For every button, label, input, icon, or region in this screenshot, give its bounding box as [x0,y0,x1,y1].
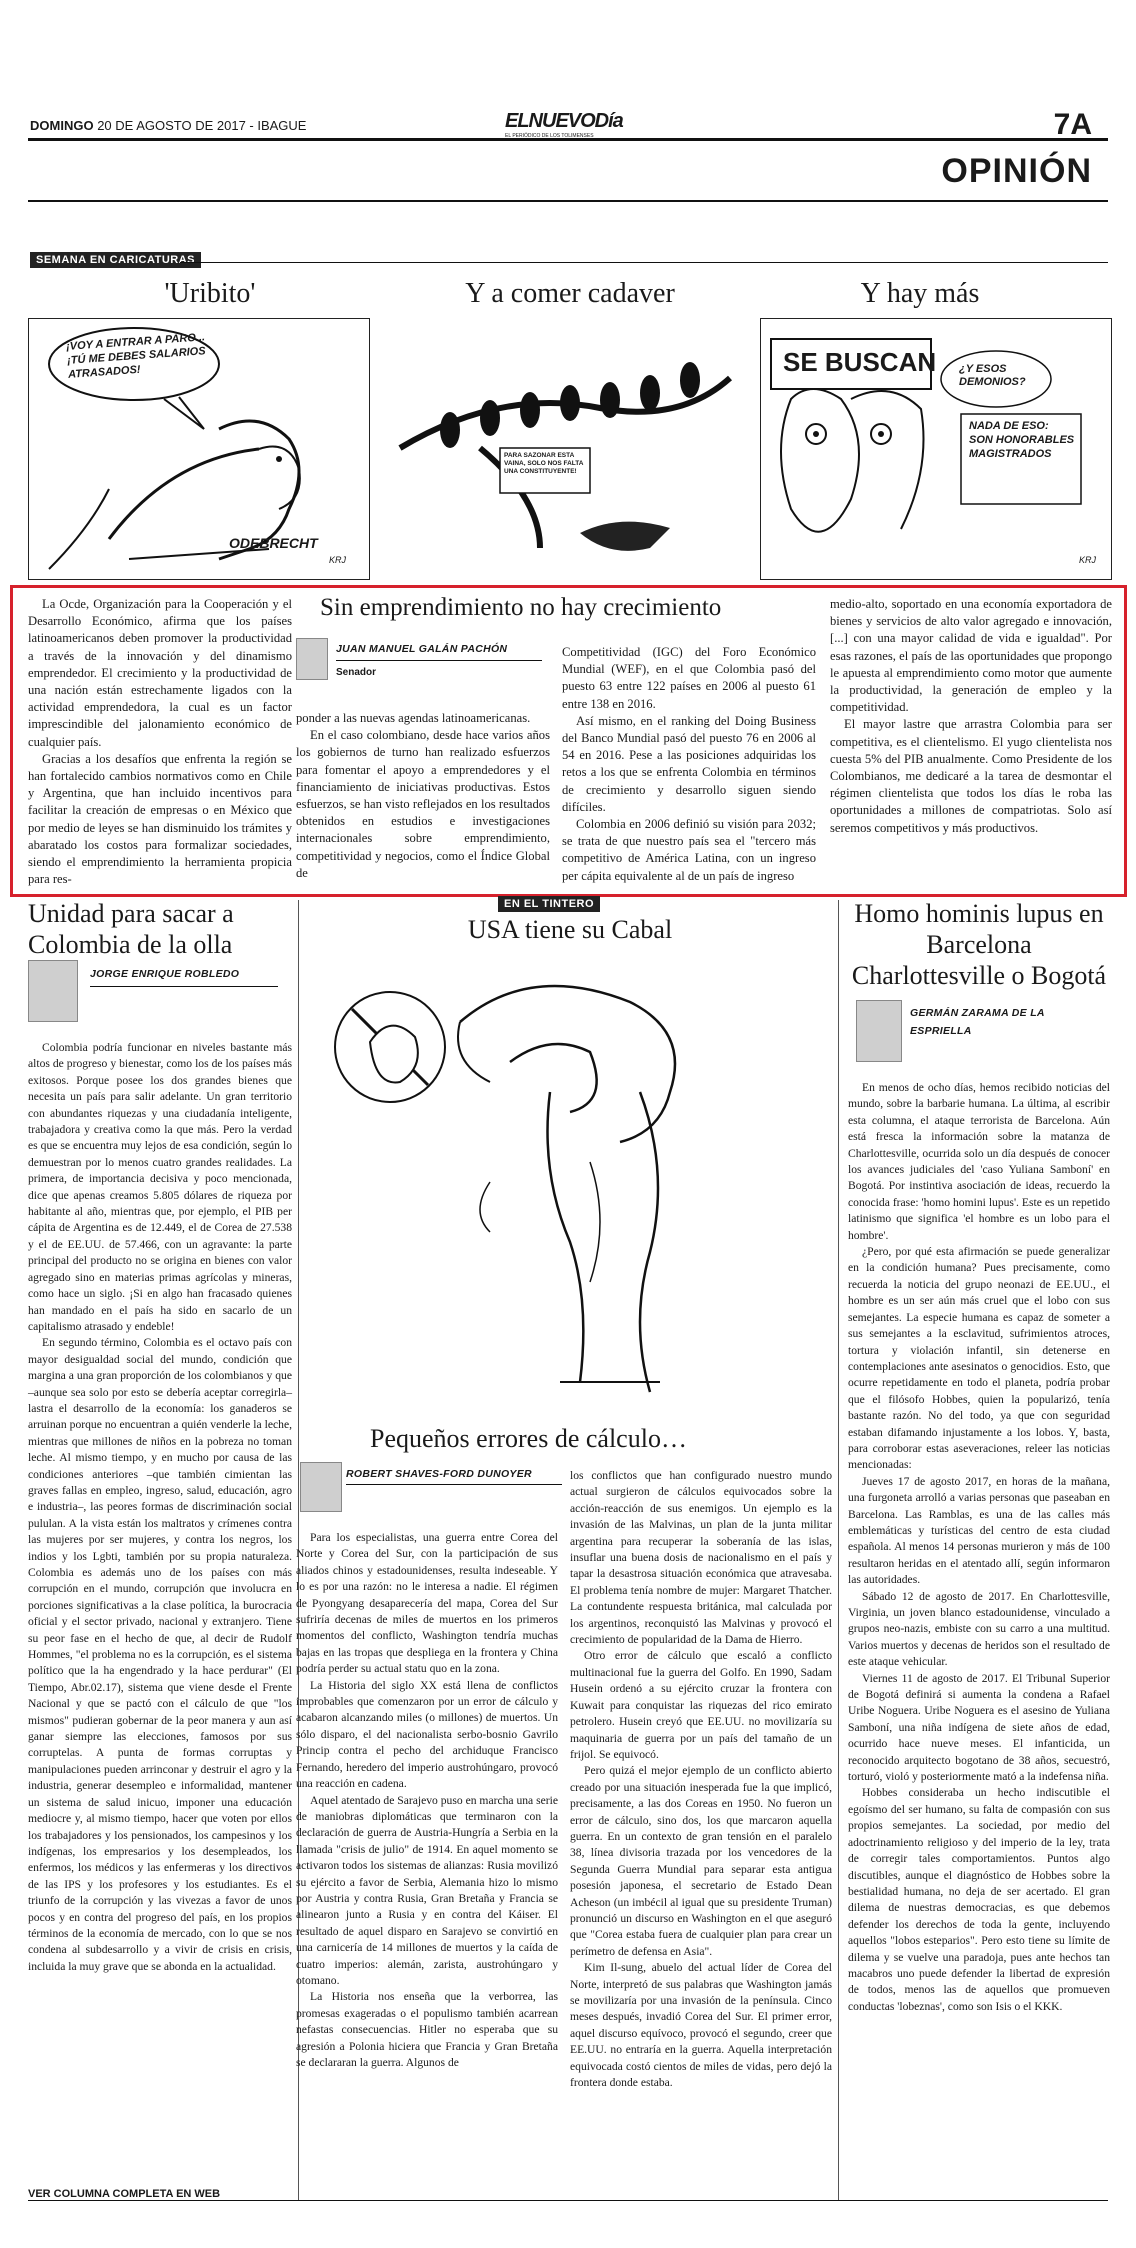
featured-author: JUAN MANUEL GALÁN PACHÓN [336,643,508,655]
center-byline-rule [346,1484,562,1485]
featured-author-photo [296,638,328,680]
right-author: GERMÁN ZARAMA DE LA ESPRIELLA [910,1007,1045,1037]
center-cartoon [310,952,830,1412]
newspaper-logo: ELNUEVODía EL PERIÓDICO DE LOS TOLIMENSES [505,110,623,139]
featured-byline-rule [336,660,542,661]
cartoon-uribito [28,318,370,580]
left-author: JORGE ENRIQUE ROBLEDO [90,968,240,980]
center-cartoon-title: USA tiene su Cabal [467,915,673,944]
cartoon-uribito-label: ODEBRECHT [229,535,318,551]
left-article-title: Unidad para sacar a Colombia de la olla [28,899,234,959]
cartoons-kicker: SEMANA EN CARICATURAS [30,252,201,268]
cartoon-title-2: Y a comer cadaver [465,278,675,309]
center-cartoon-kicker: EN EL TINTERO [498,896,600,912]
cartoon-cadaver-drawing [390,318,750,578]
cartoon-hay-mas [760,318,1112,580]
section-title: OPINIÓN [941,152,1092,190]
center-author-photo [300,1462,342,1512]
cartoon-cadaver [390,318,750,578]
cartoon-uribito-signature: KRJ [329,555,347,565]
cartoon-hay-mas-balloon2: NADA DE ESO: SON HONORABLES MAGISTRADOS [969,420,1075,460]
left-author-photo [28,960,78,1022]
center-article-title: Pequeños errores de cálculo… [370,1424,687,1453]
footer-rule [28,2200,1108,2201]
featured-col3: Competitividad (IGC) del Foro Económico Mundial (WEF), en el que Colombia pasó del puesto 63 entre 122 países en 2006 al puesto 61 entre 138 en 2016. Así mismo, en el ranking del Doing Business del Banco Mundial pasó del puesto 76 en 2006 al 54 en 2016. Pese a las posiciones adquiridas los retos a los que se enfrenta Colombia en términos de crecimiento y desarrollo siguen siendo difíciles. Colombia en 2006 definió su visión para 2032; se trata de que nuestro país sea el "tercero más competitivo de América Latina, con un ingreso per cápita equivalente al de un país de ingreso [562,645,816,883]
featured-col4: medio-alto, soportado en una economía exportadora de bienes y servicios de alto valor agregado e innovación, [...] con una mayor calidad de vida e igualdad". Por esas razones, el país de las oportunidades que propongo le apuesta al emprendimiento como motor que aumente la productividad, la generación de empleo y la competitividad. El mayor lastre que arrastra Colombia para ser competitiva, es el clientelismo. El yugo clientelista nos cuesta 5% del PIB anualmente. Como Presidente de los Colombianos, me dedicaré a la tarea de desmontar el régimen clientelista que todos los días le roba las oportunidades a millones de compatriotas. Solo así seremos competitivos y más productivos. [830,597,1112,835]
page-number: 7A [1053,108,1092,141]
left-article-body: Colombia podría funcionar en niveles bastante más altos de progreso y bienestar, como los de los países más exitosos. Porque posee los dos grandes bienes que necesita un país para salir adelante. Un gran territorio con abundantes riquezas y una ciudadanía inteligente, trabajadora y creativa como la que más. Pero la verdad es que se encuentra muy lejos de esa condición, según lo demuestran por lo menos cuatro grandes realidades. La primera, de importancia decisiva y poco mencionada, dice que apenas creamos 5.805 dólares de riqueza por habitante al año, mientras que, por ejemplo, el PIB per cápita de Argentina es de 12.449, el de Corea de 27.538 y el de EE.UU. de 57.466, con un agravante: la parte principal del producto no se origina en bienes con valor agregado sino en materias primas agrícolas y mineras, como hace un siglo. ¡Si en algo han fracasado quienes han mandado en el país ha sido en sacarlo de un capitalismo atrasado y endeble! En segundo término, Colombia es el octavo país con mayor desigualdad social del mundo, condición que margina a una gran proporción de los colombianos y que –aunque sea solo por esto se debería aceptar corregirla– lastra el desarrollo de la economía: los ganaderos se arruinan porque no encuentran a quién venderle la leche, mientras que millones de niños en la pobreza no toman leche. Al mismo tiempo, y en mucho por causa de las condiciones anteriores –que también cimientan las graves fallas en empleo, ingreso, salud, educación, agro e industria–, las peores formas de discriminación social pululan. A la vista están los maltratos y crímenes contra las mujeres por ser mujeres, y contra los negros, los indios y los Lgbti, también por su propia naturaleza. Colombia es además uno de los países con más corrupción en el mundo, corrupción que involucra en porciones significativas a la clase política, la burocracia oficial y el sector privado, nacional y extranjero. Tiene su peor fase en el hecho de que, al decir de Rudolf Hommes, "el problema no es la corrupción, es el sistema político que la ha engendrado y la hace perdurar" (El Tiempo, Abr.02.17), sistema que viene desde el Frente Nacional y que se pactó con el cálculo de que "los mismos" pudieran gobernar de la peor manera y aun así ganar siempre las elecciones, famosos por sus corruptelas. A punta de formas corruptas y manipulaciones pueden arrinconar y destruir el agro y la industria, generar desempleo e informalidad, mantener un sistema de salud inicuo, imponer una educación mediocre y, al mismo tiempo, hacer que voten por ellos los trabajadores y los pensionados, los campesinos y los indígenas, los empresarios y los desempleados, los enfermos, los médicos y las enfermeras y los directivos de las IPS y los profesores y los estudiantes. Es el triunfo de la corrupción y las vivezas a favor de unos pocos y en contra del progreso del país, en los propios términos de la economía de mercado, con lo que se nos condena al subdesarrollo y a vivir de crisis en crisis, incluida la muy grave que se abonda en la actualidad. [28,1041,292,1973]
cartoon-title-1: 'Uribito' [164,278,256,309]
center-cartoon-drawing [310,952,830,1412]
header-rule [28,138,1108,141]
cartoon-hay-mas-sign: SE BUSCAN [783,347,937,377]
section-rule [28,200,1108,202]
featured-title: Sin emprendimiento no hay crecimiento [320,594,722,621]
right-author-photo [856,1000,902,1062]
center-article-col1: Para los especialistas, una guerra entre Corea del Norte y Corea del Sur, con la participación de sus aliados chinos y estadounidenses, resulta indeseable. Y lo es por una razón: no le interesa a nadie. El régimen de Pyongyang desaparecería del mapa, Corea del Sur sufriría decenas de miles de muertos en los primeros momentos del conflicto, Washington tendría muchas bajas en las tropas que despliega en la frontera y China podría perder su actual statu quo en la zona. La Historia del siglo XX está llena de conflictos improbables que comenzaron por un error de cálculo y acabaron alcanzando miles (o millones) de muertos. Un sólo disparo, el del nacionalista serbo-bosnio Gavrilo Princip contra el pecho del archiduque Francisco Fernando, heredero del imperio austrohúngaro, provocó una reacción en cadena. Aquel atentado de Sarajevo puso en marcha una serie de maniobras diplomáticas que terminaron con la declaración de guerra de Austria-Hungría a Serbia en la llamada "crisis de julio" de 1914. En aquel momento se activaron todos los sistemas de alianzas: Rusia movilizó su ejército a favor de Serbia, Alemania hizo lo mismo por Austria y contra Rusia, Gran Bretaña y Francia se alinearon junto a Rusia y en contra del Káiser. El resultado de aquel disparo en Sarajevo se convirtió en una carnicería de 14 millones de muertos y la caída de cuatro imperios: alemán, zarista, austrohúngaro y otomano. La Historia nos enseña que la verborrea, las promesas exageradas o el populismo también acarrean nefastas consecuencias. Hitler no esperaba que su agresión a Polonia hiciera que Francia y Gran Bretaña se declararan la guerra. Algunos de [296,1531,558,2069]
featured-col2: ponder a las nuevas agendas latinoamericanas. En el caso colombiano, desde hace varios años los gobiernos de turno han realizado esfuerzos para fomentar el apoyo a emprendedores y el financiamiento de iniciativas productivas. Estos esfuerzos, se han visto reflejados en los resultados obtenidos en estudios e investigaciones internacionales sobre emprendimiento, competitividad y negocios, como el Índice Global de [296,711,550,880]
right-article-title: Homo hominis lupus en Barcelona Charlottesville o Bogotá [851,899,1107,990]
cartoon-cadaver-sign: PARA SAZONAR ESTA VAINA, SOLO NOS FALTA UNA CONSTITUYENTE! [504,452,584,475]
kicker-rule [180,262,1108,263]
cartoon-hay-mas-signature: KRJ [1079,555,1097,565]
cartoon-title-3: Y hay más [860,278,980,309]
right-article-body: En menos de ocho días, hemos recibido noticias del mundo, sobre la barbarie humana. La última, al escribir esta columna, el ataque terrorista de Barcelona. Aún está fresca la información sobre la matanza de Charlottesville, ocurrida solo un día después de conocer los avances judiciales del 'caso Yuliana Samboní' en Bogotá. Por instintiva asociación de ideas, recuerdo la conocida frase: 'homo homini lupus'. Este es un repetido latinismo que significa 'el hombre es un lobo para el hombre'. ¿Pero, por qué esta afirmación se puede generalizar en la condición humana? Pues precisamente, como recuerda la noticia del grupo neonazi de EE.UU., el hombre es un ser aún más cruel que el lobo con sus semejantes. La especie humana es capaz de someter a sus semejantes a la esclavitud, sufrimientos atroces, tortura y violación infantil, sin detenerse en contemplaciones ante asesinatos o genocidios. Esto, que ocurre repetidamente en todo el planeta, podría probar que el filósofo Hobbes, quien la popularizó, tenía bastante razón. No del todo, ya que con seguridad estaban difamando injustamente a los lobos. Y, basta, para corroborar estas aseveraciones, releer las noticias mencionadas: Jueves 17 de agosto 2017, en horas de la mañana, una furgoneta arrolló a varias personas que paseaban en Barcelona. Las Ramblas, es una de las calles más emblemáticas y turísticas del centro de esta ciudad española. Al menos 14 personas murieron y más de 100 resultaron heridas en el atentado allí, según informaron las autoridades. Sábado 12 de agosto de 2017. En Charlottesville, Virginia, un joven blanco estadounidense, vinculado a grupos neo-nazis, embiste con su carro a una multitud. Varios muertos y decenas de heridos son el resultado de este ataque vehicular. Viernes 11 de agosto de 2017. El Tribunal Superior de Bogotá definirá si aumenta la condena a Rafael Uribe Noguera. Uribe Noguera es el asesino de Yuliana Samboní, una niña indígena de siete años de edad, ocurrido hace nueve meses. El infanticida, un reconocido arquitecto bogotano de 38 años, secuestró, torturó, violó y posteriormente mató a la indefensa niña. Hobbes consideraba un hecho indiscutible el egoísmo del ser humano, su falta de compasión con sus propios semejantes. La sociedad, por medio del adoctrinamiento religioso y del imperio de la ley, trata de corregir tales comportamientos. Puntos algo discutibles, aunque el diagnóstico de Hobbes sobre la bestialidad humana, no deja de ser acertado. El gran dilema de nuestras democracias, es que debemos defender los derechos de toda la gente, incluyendo aquellos "lobos esteparios". Pero esto tiene su límite de dilema y se vuelve una paradoja, pues ante hechos tan macabros uno puede defender la libertad de expresión de todos, menos las de aquellos que promueven conductas 'lobeznas', como son Isis o el KKK. [848,1081,1110,2013]
masthead-date: DOMINGO 20 DE AGOSTO DE 2017 - IBAGUE [30,118,307,133]
left-byline-rule [90,986,278,987]
center-article-col2: los conflictos que han configurado nuestro mundo actual surgieron de cálculos equivocados sobre la acción-reacción de sus enemigos. Un ejemplo es la invasión de las Malvinas, un plan de la junta militar argentina para recuperar la soberanía de las islas, insuflar una buena dosis de nacionalismo en el país y tapar la desastrosa situación económica que atravesaba. El problema tenía nombre de mujer: Margaret Thatcher. La contundente respuesta británica, mal calculada por los argentinos, reconquistó las Malvinas y provocó el crecimiento de popularidad de la Dama de Hierro. Otro error de cálculo que escaló a conflicto multinacional fue la guerra del Golfo. En 1990, Sadam Husein ordenó a su ejército cruzar la frontera con Kuwait para conquistar las riquezas del rico emirato petrolero. Husein creyó que EE.UU. no movilizaría su maquinaria de guerra por un país del tamaño de un frijol. Se equivocó. Pero quizá el mejor ejemplo de un conflicto abierto creado por una situación inesperada fue la que implicó, precisamente, a las dos Coreas en 1950. No fueron un error de cálculo, sino dos, los que marcaron aquella guerra. En un contexto de gran tensión en el paralelo 38, línea divisoria trazada por los vencedores de la Segunda Guerra Mundial para separar esta antigua posesión japonesa, el secretario de Estado Dean Acheson (un imbécil al igual que su presidente Truman) pronunció un discurso en Washington en el que aseguró que "Corea estaba fuera de cualquier plan para crear un perímetro de defensa en Asia". Kim Il-sung, abuelo del actual líder de Corea del Norte, interpretó de sus palabras que Washington jamás se movilizaría por una invasión de la península. Cinco meses después, invadió Corea del Sur. El primer error, aquel discurso equívoco, provocó el segundo, creer que EE.UU. no entraría en la guerra. Aquella interpretación equivocada costó cientos de miles de vidas, pero dejó la frontera donde estaba. [570,1469,832,2090]
left-article-footer: VER COLUMNA COMPLETA EN WEB [28,2188,221,2200]
right-column-rule [838,900,839,2200]
featured-col1: La Ocde, Organización para la Cooperación y el Desarrollo Económico, afirma que los países latinoamericanos deben promover la productividad a través de la innovación y del dinamismo emprendedor. El crecimiento y la productividad de una nación están estrechamente ligados con la actividad emprendedora, la cual es un factor imprescindible del jalonamiento económico de cualquier país. Gracias a los desafíos que enfrenta la región se han fortalecido cambios normativos como en Chile y Argentina, que han incluido incentivos para facilitar la creación de empresas o en México que por medio de leyes se han disminuido los trámites y abaratado los costos para formalizar sociedades, siendo el emprendimiento la herramienta propicia para res- [28,597,292,887]
cartoon-uribito-balloon: ¡VOY A ENTRAR A PARO... ¡TÚ ME DEBES SALARIOS ATRASADOS! [65,331,206,381]
featured-role: Senador [336,667,377,678]
center-author: ROBERT SHAVES-FORD DUNOYER [346,1468,532,1480]
cartoon-hay-mas-balloon1: ¿Y ESOS DEMONIOS? [959,363,1026,388]
